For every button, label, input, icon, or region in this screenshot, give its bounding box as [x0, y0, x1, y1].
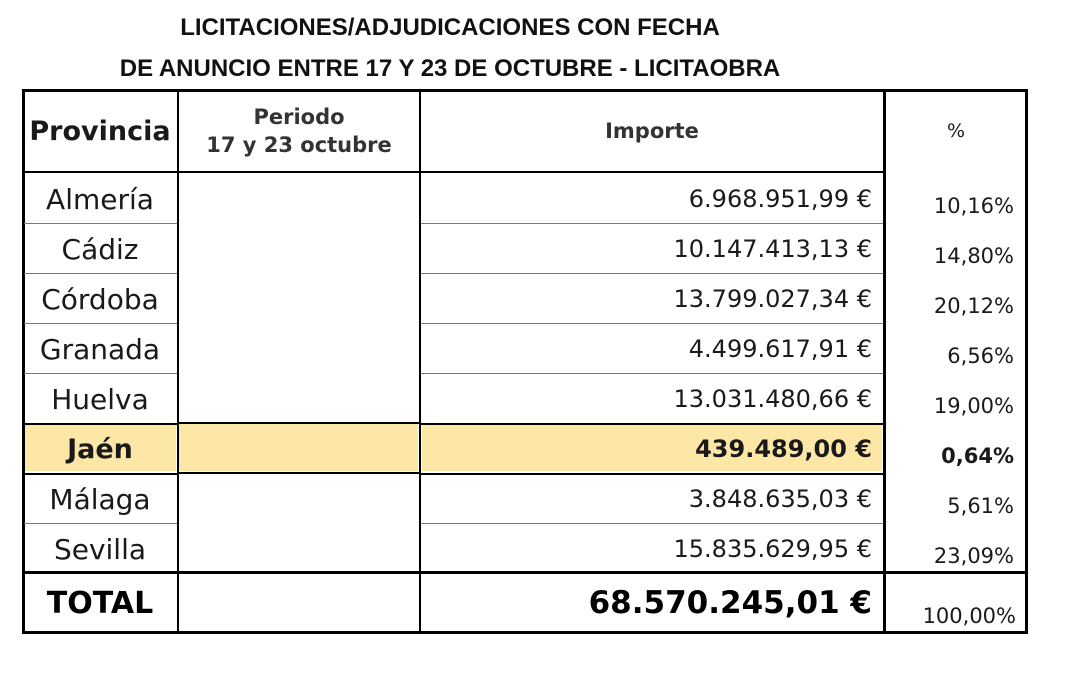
row-provincia: Granada: [39, 332, 161, 366]
row-pct: 14,80%: [933, 244, 1014, 268]
header-importe: Importe: [605, 119, 699, 143]
row-separator-provincia: [24, 223, 177, 224]
row-separator-importe: [421, 223, 883, 224]
header-provincia: Provincia: [29, 115, 171, 147]
row-pct: 23,09%: [933, 544, 1014, 568]
row-separator-provincia: [24, 473, 177, 475]
row-pct: 0,64%: [941, 444, 1014, 468]
row-pct: 5,61%: [947, 494, 1014, 518]
row-importe: 6.968.951,99 €: [688, 185, 872, 213]
row-separator-provincia: [24, 523, 177, 524]
periodo-sep-top: [179, 422, 419, 424]
periodo-sep-bottom: [179, 472, 419, 474]
row-pct: 19,00%: [933, 394, 1014, 418]
row-separator-importe: [421, 523, 883, 524]
row-separator-importe: [421, 323, 883, 324]
pct-border-right: [1025, 89, 1028, 634]
table-border-top: [22, 89, 886, 92]
report-title-line1: LICITACIONES/ADJUDICACIONES CON FECHA: [180, 14, 720, 41]
row-separator-provincia: [24, 273, 177, 274]
row-pct: 20,12%: [933, 294, 1014, 318]
table-border-bottom: [22, 631, 1028, 634]
pct-border-top: [884, 89, 1028, 92]
row-separator-importe: [421, 473, 883, 475]
row-importe: 13.031.480,66 €: [673, 385, 872, 413]
row-separator-provincia: [24, 423, 177, 425]
total-pct: 100,00%: [922, 604, 1016, 628]
report-title-line2: DE ANUNCIO ENTRE 17 Y 23 DE OCTUBRE - LICITAOBRA: [119, 55, 781, 82]
row-importe: 13.799.027,34 €: [673, 285, 872, 313]
row-importe: 4.499.617,91 €: [688, 335, 872, 363]
row-importe: 3.848.635,03 €: [688, 485, 872, 513]
total-importe: 68.570.245,01 €: [588, 585, 872, 621]
header-periodo-line1: Periodo: [253, 105, 345, 129]
row-separator-importe: [421, 373, 883, 374]
row-importe: 439.489,00 €: [695, 435, 872, 463]
header-periodo-line2: 17 y 23 octubre: [206, 133, 392, 157]
total-top: [22, 571, 1028, 574]
header-pct: %: [946, 120, 966, 142]
row-pct: 10,16%: [933, 194, 1014, 218]
row-provincia: Cádiz: [61, 232, 139, 266]
row-provincia: Córdoba: [41, 282, 159, 316]
header-bottom: [22, 171, 886, 173]
row-provincia: Málaga: [49, 482, 151, 516]
row-separator-provincia: [24, 323, 177, 324]
header-periodo: [178, 90, 420, 172]
row-separator-importe: [421, 273, 883, 274]
highlight-periodo: [178, 423, 418, 471]
row-provincia: Huelva: [51, 382, 149, 416]
row-provincia: Jaén: [67, 433, 133, 465]
row-provincia: Sevilla: [53, 532, 147, 566]
row-importe: 10.147.413,13 €: [673, 235, 872, 263]
row-provincia: Almería: [46, 182, 154, 216]
total-label: TOTAL: [46, 585, 154, 621]
row-separator-provincia: [24, 373, 177, 374]
row-pct: 6,56%: [947, 344, 1014, 368]
row-separator-importe: [421, 423, 883, 425]
row-importe: 15.835.629,95 €: [673, 535, 872, 563]
